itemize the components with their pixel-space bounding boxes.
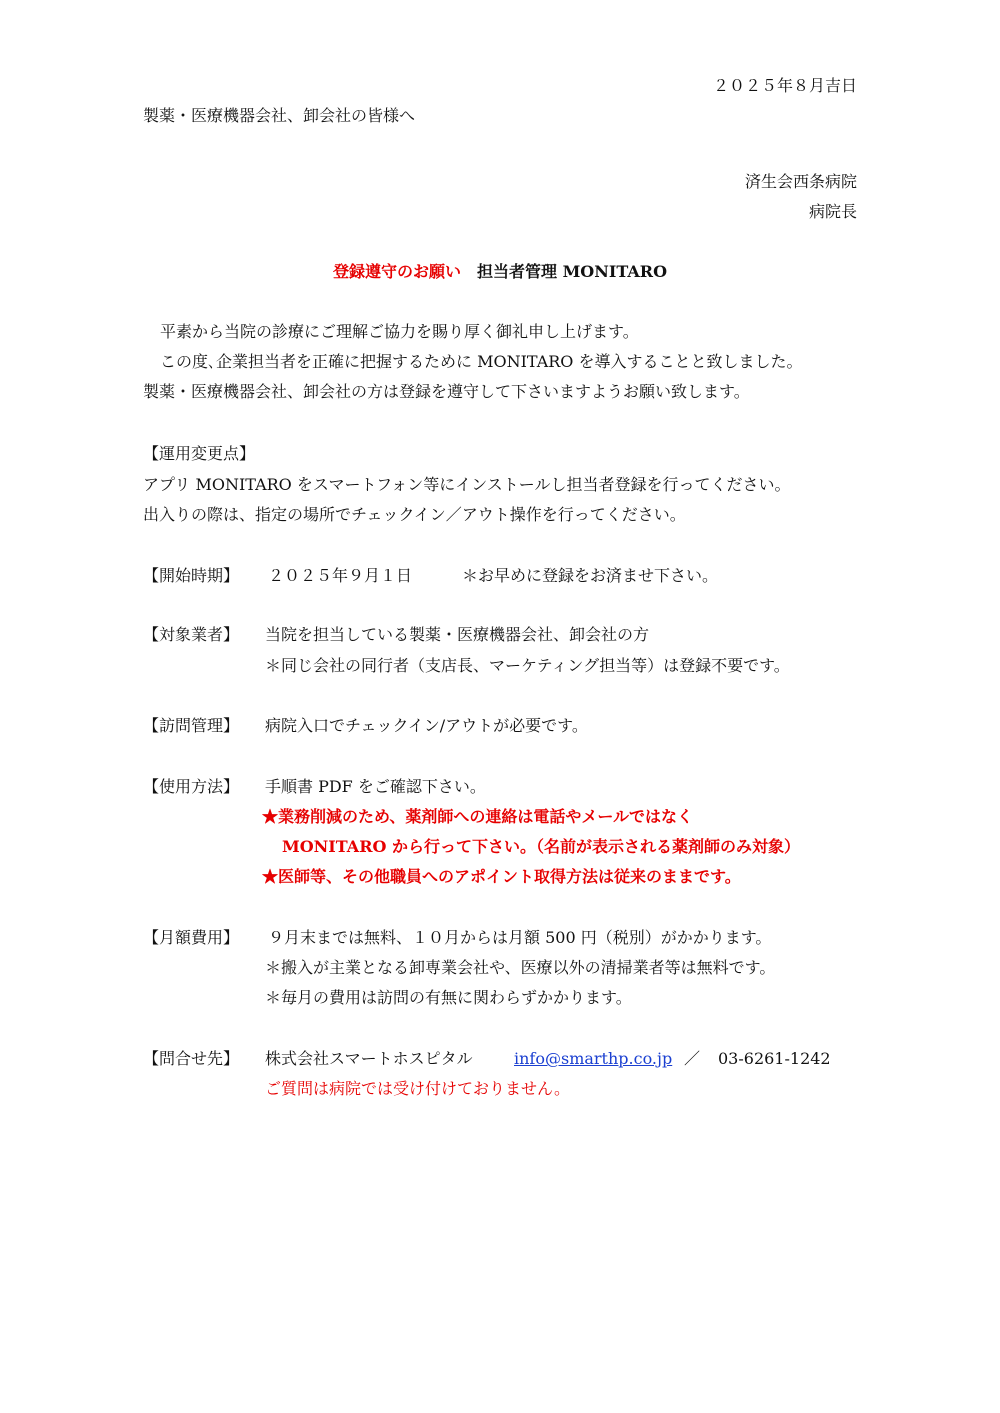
usage-notice-line-1: ★業務削減のため、薬剤師への連絡は電話やメールではなく [262, 807, 694, 826]
start-note: ＊お早めに登録をお済ませ下さい。 [462, 566, 719, 585]
fee-label: 【月額費用】 [143, 928, 240, 947]
fee-note-1: ＊搬入が主業となる卸専業会社や、医療以外の清掃業者等は無料です。 [265, 958, 776, 977]
usage-value: 手順書 PDF をご確認下さい。 [265, 777, 486, 796]
letter-date: ２０２５年８月吉日 [712, 76, 857, 95]
visit-value: 病院入口でチェックイン/アウトが必要です。 [265, 716, 588, 735]
title-system: 担当者管理 MONITARO [477, 262, 668, 281]
contact-phone: 03-6261-1242 [718, 1049, 831, 1068]
contact-separator: ／ [684, 1049, 701, 1068]
contact-company: 株式会社スマートホスピタル [265, 1049, 473, 1068]
document-title [0, 262, 1000, 282]
title-request: 登録遵守のお願い [332, 262, 461, 281]
sender-organization: 済生会西条病院 [744, 172, 857, 191]
usage-notice-line-3: ★医師等、その他職員へのアポイント取得方法は従来のままです。 [262, 867, 741, 886]
fee-value: ９月末までは無料、１０月からは月額 500 円（税別）がかかります。 [268, 928, 772, 947]
target-note: ＊同じ会社の同行者（支店長、マーケティング担当等）は登録不要です。 [265, 656, 790, 675]
visit-label: 【訪問管理】 [143, 716, 240, 735]
intro-line-1: 平素から当院の診療にご理解ご協力を賜り厚く御礼申し上げます。 [160, 322, 639, 341]
start-label: 【開始時期】 [143, 566, 240, 585]
addressee: 製薬・医療機器会社、卸会社の皆様へ [143, 106, 416, 125]
intro-line-3: 製薬・医療機器会社、卸会社の方は登録を遵守して下さいますようお願い致します。 [143, 382, 750, 401]
changes-line-2: 出入りの際は、指定の場所でチェックイン／アウト操作を行ってください。 [143, 505, 686, 524]
contact-note: ご質問は病院では受け付けておりません。 [265, 1079, 570, 1098]
fee-note-2: ＊毎月の費用は訪問の有無に関わらずかかります。 [265, 988, 632, 1007]
start-date: ２０２５年９月１日 [268, 566, 413, 585]
contact-label: 【問合せ先】 [143, 1049, 240, 1068]
changes-label: 【運用変更点】 [143, 444, 256, 463]
target-label: 【対象業者】 [143, 625, 240, 644]
contact-email-link[interactable]: info@smarthp.co.jp [514, 1049, 673, 1068]
usage-notice-line-2: MONITARO から行って下さい。（名前が表示される薬剤師のみ対象） [282, 837, 801, 856]
usage-label: 【使用方法】 [143, 777, 240, 796]
changes-line-1: アプリ MONITARO をスマートフォン等にインストールし担当者登録を行ってください。 [143, 475, 791, 494]
sender-title: 病院長 [808, 202, 857, 221]
target-value: 当院を担当している製薬・医療機器会社、卸会社の方 [265, 625, 650, 644]
intro-line-2: この度､企業担当者を正確に把握するために MONITARO を導入することと致しました。 [160, 352, 803, 371]
